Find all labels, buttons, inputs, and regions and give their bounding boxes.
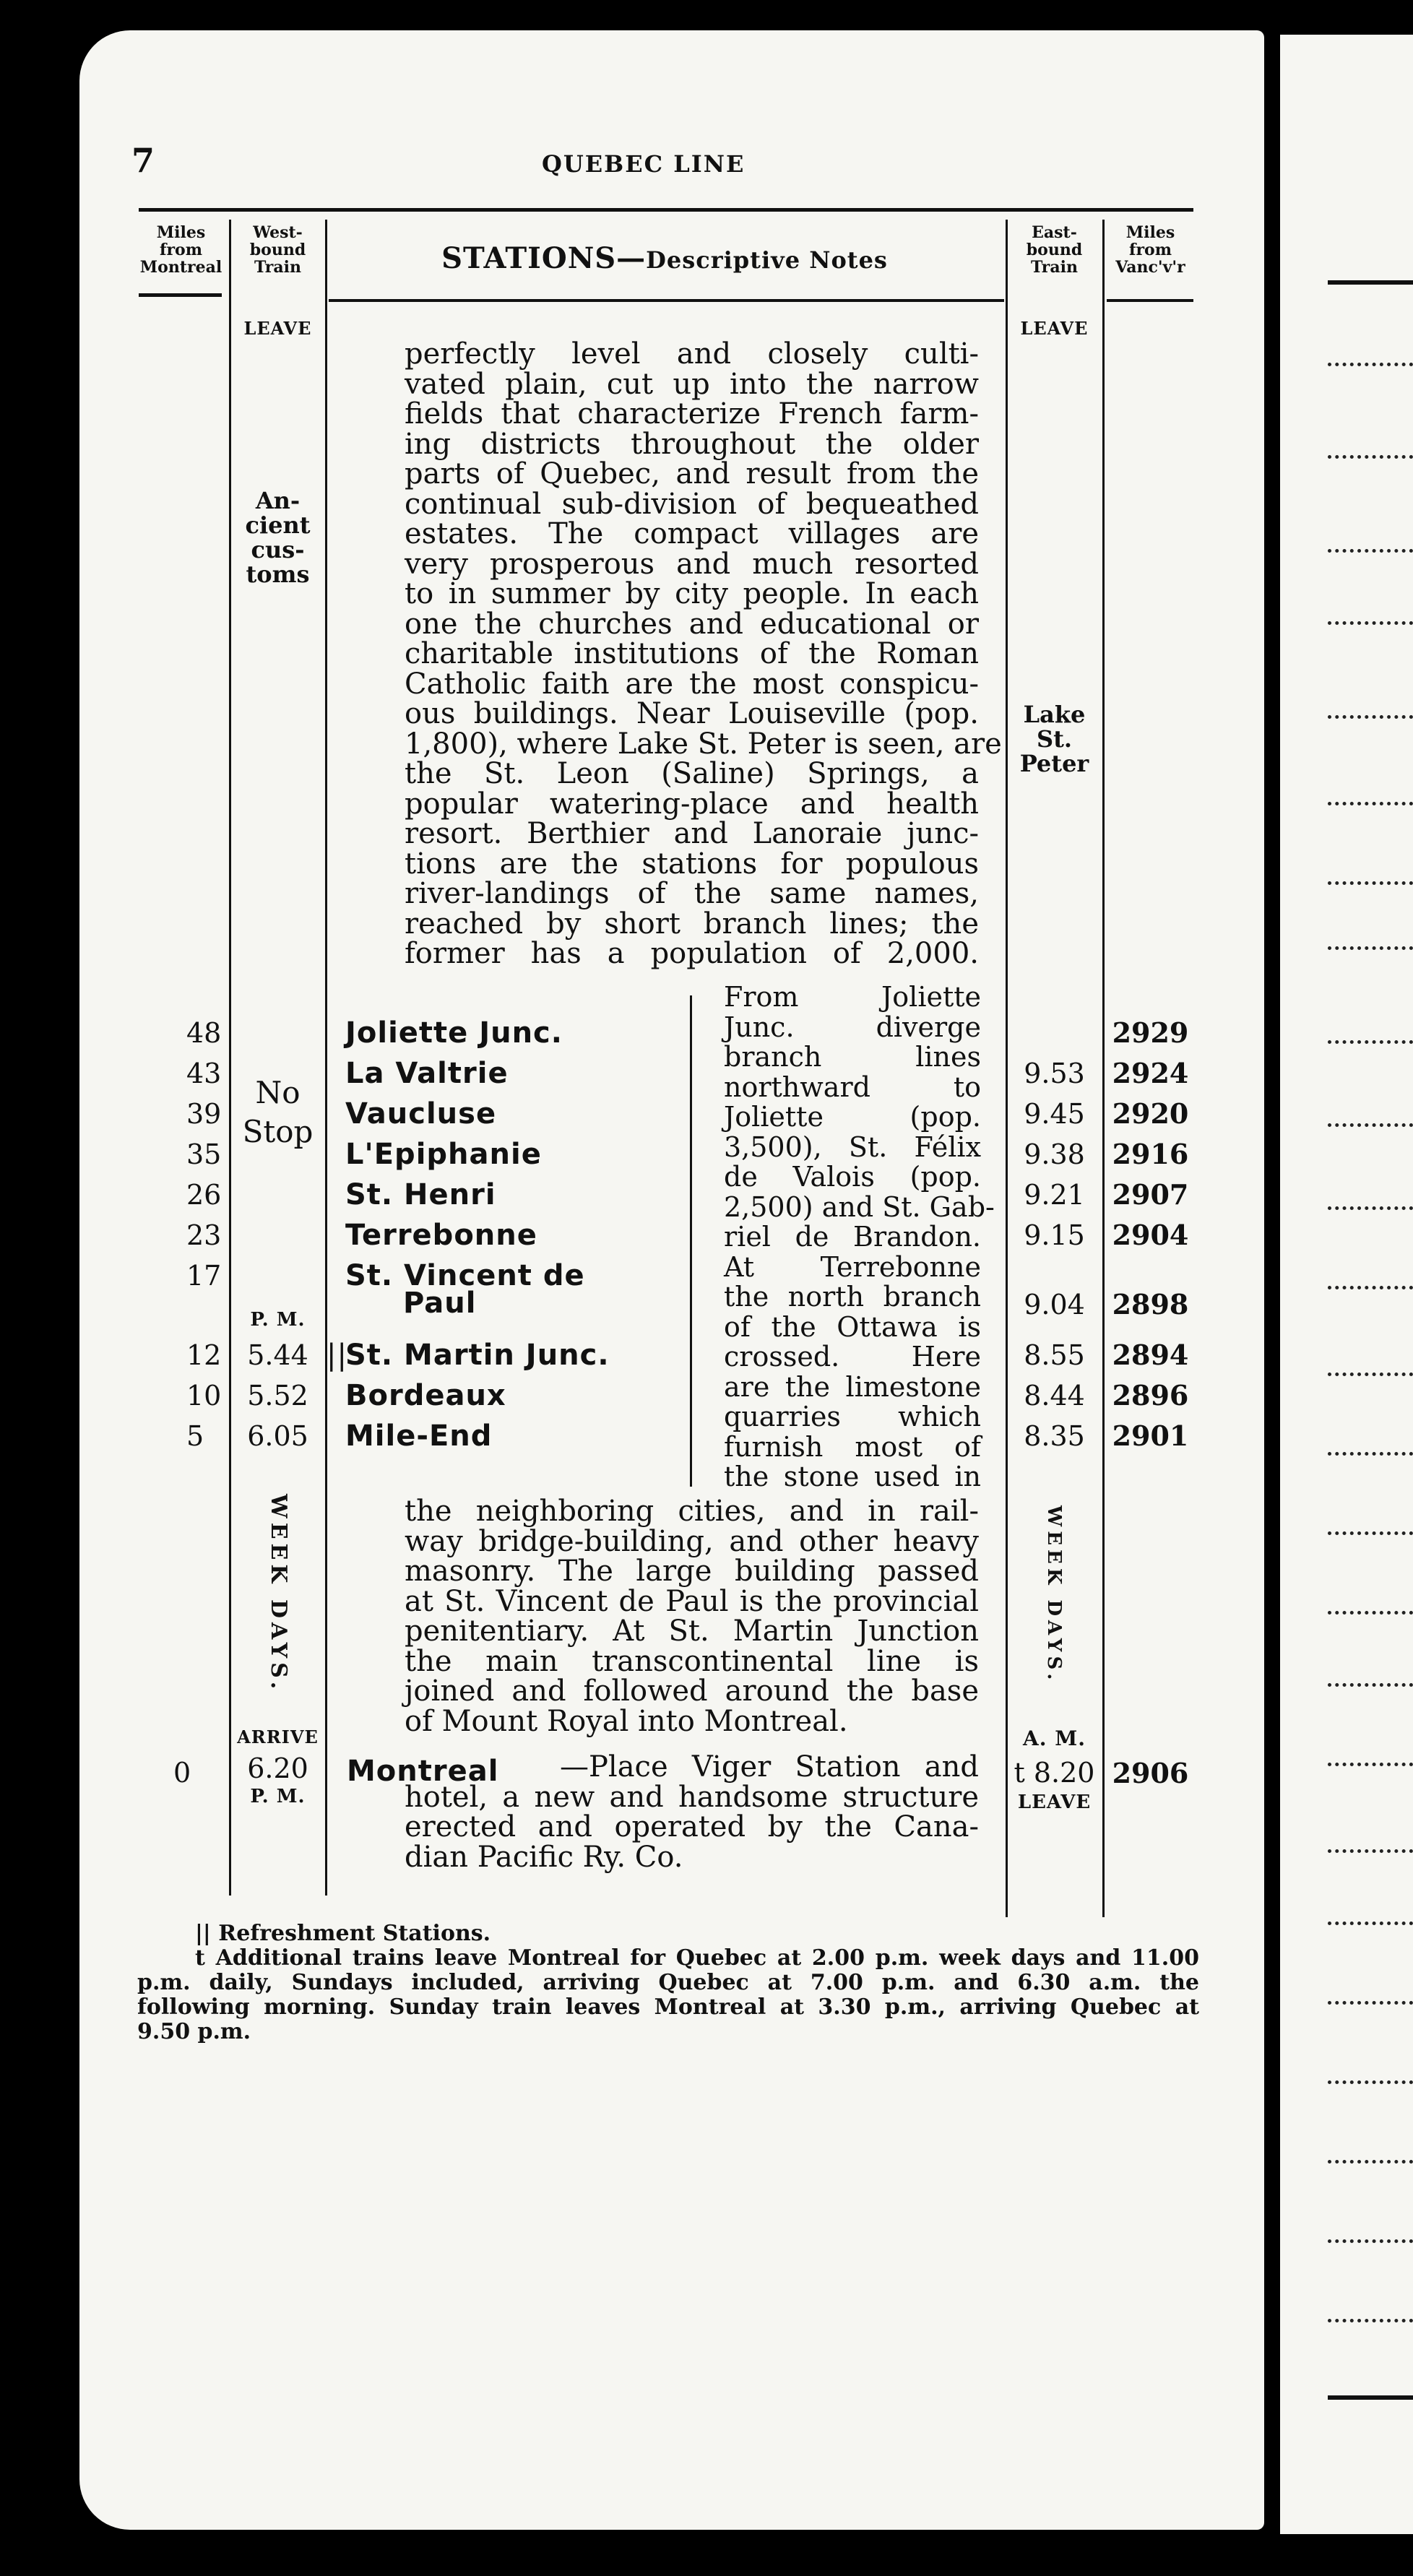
am-label: A. M. xyxy=(1023,1726,1086,1750)
side-note-line: branch lines xyxy=(724,1041,981,1073)
facing-leader xyxy=(1328,1849,1413,1853)
facing-leader xyxy=(1328,621,1413,625)
station-eastbound-time: 9.53 xyxy=(1024,1058,1085,1089)
station-miles-montreal: 39 xyxy=(186,1098,222,1130)
text-line: vated plain, cut up into the narrow xyxy=(405,367,979,401)
side-note-line: of the Ottawa is xyxy=(724,1310,981,1343)
side-note-line: 2,500) and St. Gab- xyxy=(724,1190,995,1223)
facing-leader xyxy=(1328,455,1413,459)
station-eastbound-time: 8.35 xyxy=(1024,1420,1085,1452)
facing-leader xyxy=(1328,2001,1413,2005)
descriptive-text-top xyxy=(405,337,1002,970)
station-name: La Valtrie xyxy=(345,1057,509,1090)
text-line: erected and operated by the Cana- xyxy=(405,1810,979,1844)
facing-leader xyxy=(1328,2160,1413,2164)
column-rule xyxy=(1102,220,1105,1917)
station-miles-vanc: 2894 xyxy=(1112,1339,1189,1371)
station-miles-vanc: 2896 xyxy=(1112,1379,1189,1412)
facing-leader xyxy=(1328,1452,1413,1456)
text-line: popular watering-place and health xyxy=(405,787,979,821)
text-line: fields that characterize French farm- xyxy=(405,397,979,431)
side-note-line: riel de Brandon. xyxy=(724,1221,981,1253)
facing-leader xyxy=(1328,1040,1413,1044)
station-miles-montreal: 26 xyxy=(186,1179,222,1211)
text-line: of Mount Royal into Montreal. xyxy=(405,1704,848,1738)
col-header-westbound: West- bound Train xyxy=(249,223,306,277)
side-note-line: northward to xyxy=(724,1071,981,1103)
side-note-rule xyxy=(690,995,692,1487)
station-miles-montreal: 48 xyxy=(186,1017,222,1049)
facing-leader xyxy=(1328,549,1413,553)
text-line: ous buildings. Near Louiseville (pop. xyxy=(405,697,979,730)
side-note-line: the north branch xyxy=(724,1281,981,1313)
footnote-line: following morning. Sunday train leaves Montreal at 3.30 p.m., arriving Quebec at xyxy=(137,1994,1199,2020)
week-days-label-west: WEEK DAYS. xyxy=(266,1494,291,1694)
side-note-line: Joliette (pop. xyxy=(724,1101,981,1133)
side-note-line: are the limestone xyxy=(724,1370,981,1403)
header-rule xyxy=(1107,299,1193,302)
side-note-line: quarries which xyxy=(724,1401,981,1432)
col-header-eastbound: East- bound Train xyxy=(1026,223,1083,277)
text-line: the main transcontinental line is xyxy=(405,1644,979,1678)
text-line: the St. Leon (Saline) Springs, a xyxy=(405,757,979,790)
footnote-line: t Additional trains leave Montreal for Quebec at 2.00 p.m. week days and 11.00 xyxy=(195,1945,1199,1971)
footnotes xyxy=(137,1922,1199,2044)
station-montreal: Montreal xyxy=(347,1755,499,1788)
pm-label: P. M. xyxy=(250,1309,306,1331)
montreal-miles: 0 xyxy=(173,1757,191,1789)
station-name: St. Vincent de xyxy=(345,1259,585,1292)
column-rule xyxy=(1006,220,1008,1917)
station-eastbound-time: 9.21 xyxy=(1024,1179,1085,1211)
station-miles-montreal: 23 xyxy=(186,1219,222,1251)
side-note-line: 3,500), St. Félix xyxy=(724,1131,981,1163)
refreshment-mark: || xyxy=(327,1339,347,1372)
montreal-westbound-time: 6.20 xyxy=(247,1752,308,1784)
station-miles-vanc: 2904 xyxy=(1112,1219,1189,1251)
text-line: joined and followed around the base xyxy=(405,1674,979,1708)
table-top-rule xyxy=(139,208,1193,212)
text-line: Catholic faith are the most conspicu- xyxy=(405,667,979,701)
facing-leader xyxy=(1328,2080,1413,2084)
text-line: hotel, a new and handsome structure xyxy=(405,1780,979,1814)
margin-note-lake-st-peter: Lake St. Peter xyxy=(1019,701,1089,777)
page-number: 7 xyxy=(131,141,155,180)
facing-page-edge xyxy=(1280,35,1413,2534)
station-eastbound-time: 9.45 xyxy=(1024,1098,1085,1130)
side-note-line: From Joliette xyxy=(724,981,981,1013)
descriptive-text-bottom xyxy=(405,1497,979,1737)
facing-leader xyxy=(1328,363,1413,366)
station-name: St. Henri xyxy=(345,1178,496,1211)
station-miles-montreal: 17 xyxy=(186,1260,222,1292)
text-line: way bridge-building, and other heavy xyxy=(405,1524,979,1558)
facing-leader xyxy=(1328,1763,1413,1766)
column-rule xyxy=(325,220,327,1896)
facing-leader xyxy=(1328,881,1413,885)
montreal-pm-label: P. M. xyxy=(250,1786,306,1807)
footnote-line: 9.50 p.m. xyxy=(137,2019,251,2044)
text-line: river-landings of the same names, xyxy=(405,877,979,910)
side-note-joliette xyxy=(724,981,995,1492)
station-eastbound-time: 9.38 xyxy=(1024,1138,1085,1170)
text-line: reached by short branch lines; the xyxy=(405,907,979,941)
facing-leader xyxy=(1328,1611,1413,1615)
text-line: —Place Viger Station and xyxy=(560,1750,979,1784)
station-name: Mile-End xyxy=(345,1419,493,1453)
station-eastbound-time: 9.15 xyxy=(1024,1219,1085,1251)
station-eastbound-time: 8.44 xyxy=(1024,1380,1085,1412)
col-header-stations: STATIONS—Descriptive Notes xyxy=(441,241,888,275)
side-note-line: furnish most of xyxy=(724,1430,981,1463)
station-name: Vaucluse xyxy=(345,1097,497,1131)
text-line: 1,800), where Lake St. Peter is seen, are xyxy=(405,727,1002,761)
station-name: L'Epiphanie xyxy=(345,1138,542,1171)
station-name-cont: Paul xyxy=(403,1287,477,1320)
station-miles-vanc: 2907 xyxy=(1112,1178,1189,1211)
facing-rule xyxy=(1328,2395,1413,2400)
side-note-line: crossed. Here xyxy=(724,1341,981,1373)
montreal-miles-vanc: 2906 xyxy=(1112,1757,1189,1789)
text-line: tions are the stations for populous xyxy=(405,847,979,881)
facing-rule xyxy=(1328,280,1413,285)
leave-label-west: LEAVE xyxy=(243,318,312,339)
text-line: to in summer by city people. In each xyxy=(405,577,979,610)
facing-leader xyxy=(1328,1531,1413,1535)
facing-leader xyxy=(1328,1123,1413,1127)
station-miles-vanc: 2924 xyxy=(1112,1057,1189,1089)
station-miles-vanc: 2920 xyxy=(1112,1097,1189,1130)
montreal-eastbound-time: t 8.20 xyxy=(1014,1757,1095,1789)
station-name: Bordeaux xyxy=(345,1379,506,1412)
text-line: penitentiary. At St. Martin Junction xyxy=(405,1615,979,1648)
station-eastbound-time: 9.04 xyxy=(1024,1289,1085,1321)
col-header-miles-montreal: Miles from Montreal xyxy=(139,223,222,277)
facing-leader xyxy=(1328,2319,1413,2322)
side-note-line: the stone used in xyxy=(724,1461,981,1492)
side-note-line: At Terrebonne xyxy=(724,1250,981,1283)
facing-leader xyxy=(1328,1206,1413,1210)
text-line: continual sub-division of bequeathed xyxy=(405,487,979,521)
station-miles-vanc: 2901 xyxy=(1112,1419,1189,1452)
text-line: very prosperous and much resorted xyxy=(405,547,979,581)
station-name: Terrebonne xyxy=(345,1219,537,1252)
station-miles-montreal: 10 xyxy=(186,1380,222,1412)
montreal-description xyxy=(405,1752,979,1872)
footnote-line: || Refreshment Stations. xyxy=(195,1921,491,1946)
text-line: the neighboring cities, and in rail- xyxy=(405,1495,979,1528)
text-line: dian Pacific Ry. Co. xyxy=(405,1840,683,1874)
leave-label-east: LEAVE xyxy=(1020,318,1089,339)
text-line: masonry. The large building passed xyxy=(405,1555,979,1588)
facing-leader xyxy=(1328,1286,1413,1289)
text-line: charitable institutions of the Roman xyxy=(405,637,979,670)
station-miles-montreal: 35 xyxy=(186,1138,222,1170)
facing-leader xyxy=(1328,1373,1413,1376)
montreal-leave-label: LEAVE xyxy=(1017,1791,1092,1813)
station-miles-vanc: 2929 xyxy=(1112,1016,1189,1049)
header-rule xyxy=(329,299,1004,302)
facing-leader xyxy=(1328,802,1413,805)
station-name: Joliette Junc. xyxy=(345,1016,563,1050)
facing-leader xyxy=(1328,2239,1413,2243)
week-days-label-east: WEEK DAYS. xyxy=(1043,1505,1065,1685)
station-miles-montreal: 12 xyxy=(186,1339,222,1371)
station-miles-montreal: 43 xyxy=(186,1058,222,1089)
facing-leader xyxy=(1328,1922,1413,1925)
text-line: at St. Vincent de Paul is the provincial xyxy=(405,1584,979,1618)
running-title: QUEBEC LINE xyxy=(542,150,746,178)
no-stop-label: No Stop xyxy=(242,1075,314,1149)
text-line: former has a population of 2,000. xyxy=(405,937,979,970)
side-note-line: Junc. diverge xyxy=(724,1011,981,1043)
side-note-line: de Valois (pop. xyxy=(724,1161,981,1193)
text-line: resort. Berthier and Lanoraie junc- xyxy=(405,817,979,850)
col-header-miles-vanc: Miles from Vanc'v'r xyxy=(1115,223,1185,277)
station-miles-montreal: 5 xyxy=(186,1420,204,1452)
text-line: parts of Quebec, and result from the xyxy=(405,457,979,490)
station-westbound-time: 6.05 xyxy=(247,1420,308,1452)
text-line: ing districts throughout the older xyxy=(405,427,979,461)
header-rule xyxy=(139,293,222,297)
station-miles-vanc: 2916 xyxy=(1112,1138,1189,1170)
station-eastbound-time: 8.55 xyxy=(1024,1339,1085,1371)
text-line: estates. The compact villages are xyxy=(405,517,979,550)
text-line: one the churches and educational or xyxy=(405,607,979,641)
arrive-label: ARRIVE xyxy=(237,1726,319,1747)
station-name: St. Martin Junc. xyxy=(345,1339,610,1372)
station-miles-vanc: 2898 xyxy=(1112,1288,1189,1321)
station-westbound-time: 5.44 xyxy=(247,1339,308,1371)
text-line: perfectly level and closely culti- xyxy=(405,337,979,371)
margin-note-ancient-customs: An- cient cus- toms xyxy=(245,487,311,588)
station-westbound-time: 5.52 xyxy=(247,1380,308,1412)
facing-leader xyxy=(1328,946,1413,950)
facing-leader xyxy=(1328,1683,1413,1687)
footnote-line: p.m. daily, Sundays included, arriving Quebec at 7.00 p.m. and 6.30 a.m. the xyxy=(137,1970,1199,1995)
facing-leader xyxy=(1328,715,1413,719)
